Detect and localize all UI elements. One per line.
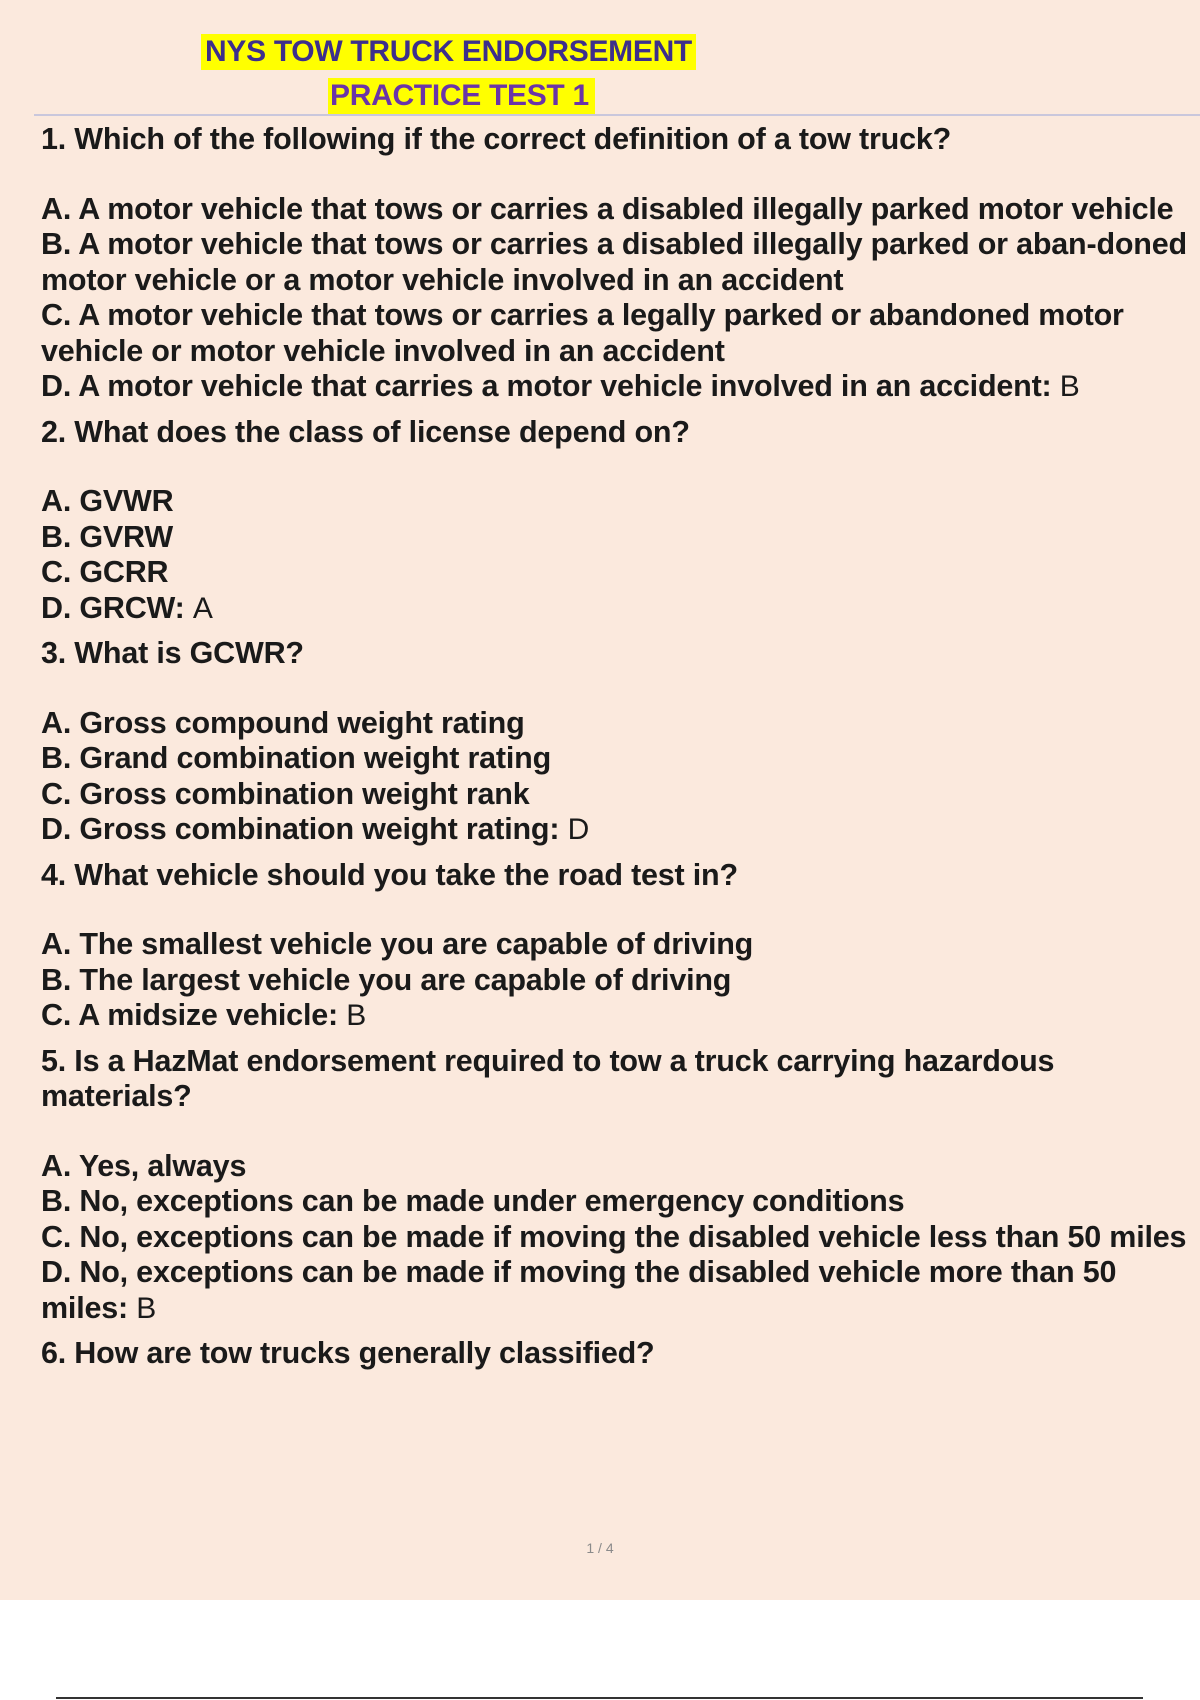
question-text: 2. What does the class of license depend on? bbox=[41, 414, 690, 449]
option-b: B. No, exceptions can be made under emergency conditions bbox=[41, 1184, 905, 1218]
option-c: C. Gross combination weight rank bbox=[41, 776, 530, 811]
option-a: A. The smallest vehicle you are capable of driving bbox=[41, 927, 754, 961]
option-d-text: D. No, exceptions can be made if moving the disabled vehicle more than 50 miles: bbox=[41, 1255, 1117, 1325]
title-line-1: NYS TOW TRUCK ENDORSEMENT bbox=[201, 34, 696, 70]
document-title bbox=[0, 32, 1200, 116]
option-a: A. A motor vehicle that tows or carries a disabled illegally parked motor vehicle bbox=[41, 191, 1174, 226]
option-d-text: D. Gross combination weight rating: bbox=[41, 812, 560, 846]
option-c bbox=[41, 998, 1196, 1034]
option-c-text: C. A midsize vehicle: bbox=[41, 998, 338, 1032]
option-d-text: D. GRCW: bbox=[41, 590, 185, 625]
footer-divider bbox=[56, 1697, 1143, 1699]
title-line-2 bbox=[328, 78, 595, 114]
answer-key: D bbox=[567, 813, 590, 846]
option-d bbox=[41, 591, 1196, 627]
title-number: 1 bbox=[572, 79, 589, 112]
answer-key: B bbox=[346, 999, 367, 1032]
answer-key: B bbox=[136, 1291, 157, 1325]
header-divider bbox=[34, 114, 1200, 116]
question-text: 5. Is a HazMat endorsement required to tow a truck carrying hazardous materials? bbox=[41, 1043, 1055, 1113]
question-4 bbox=[41, 858, 1196, 1034]
option-b: B. The largest vehicle you are capable of driving bbox=[41, 962, 732, 997]
answer-key: B bbox=[1059, 370, 1080, 403]
option-a: A. Yes, always bbox=[41, 1148, 247, 1183]
option-b: B. GVRW bbox=[41, 519, 173, 554]
questions-list bbox=[41, 122, 1196, 1406]
option-c: C. No, exceptions can be made if moving the disabled vehicle less than 50 miles bbox=[41, 1219, 1187, 1254]
page-indicator: 1 / 4 bbox=[586, 1540, 614, 1556]
option-c: C. GCRR bbox=[41, 555, 169, 589]
question-text: 4. What vehicle should you take the road test in? bbox=[41, 857, 738, 892]
question-3 bbox=[41, 636, 1196, 848]
option-d bbox=[41, 812, 1196, 848]
option-d bbox=[41, 369, 1196, 405]
option-a: A. GVWR bbox=[41, 484, 174, 518]
question-text: 1. Which of the following if the correct definition of a tow truck? bbox=[41, 122, 952, 156]
question-text: 3. What is GCWR? bbox=[41, 636, 304, 670]
option-c: C. A motor vehicle that tows or carries a legally parked or abandoned motor vehicle or motor vehicle involved in an accident bbox=[41, 298, 1124, 368]
question-2 bbox=[41, 415, 1196, 627]
option-d bbox=[41, 1255, 1196, 1326]
question-1 bbox=[41, 122, 1196, 405]
question-text: 6. How are tow trucks generally classified? bbox=[41, 1336, 655, 1370]
question-6 bbox=[41, 1336, 1196, 1372]
option-d-text: D. A motor vehicle that carries a motor vehicle involved in an accident: bbox=[41, 369, 1052, 403]
answer-key: A bbox=[192, 591, 213, 625]
option-a: A. Gross compound weight rating bbox=[41, 705, 525, 740]
option-b: B. A motor vehicle that tows or carries a disabled illegally parked or aban-doned motor vehicle or a motor vehicle involved in an accident bbox=[41, 227, 1187, 297]
title-line-2-text: PRACTICE TEST bbox=[330, 79, 565, 112]
option-b: B. Grand combination weight rating bbox=[41, 741, 552, 775]
question-5 bbox=[41, 1044, 1196, 1327]
